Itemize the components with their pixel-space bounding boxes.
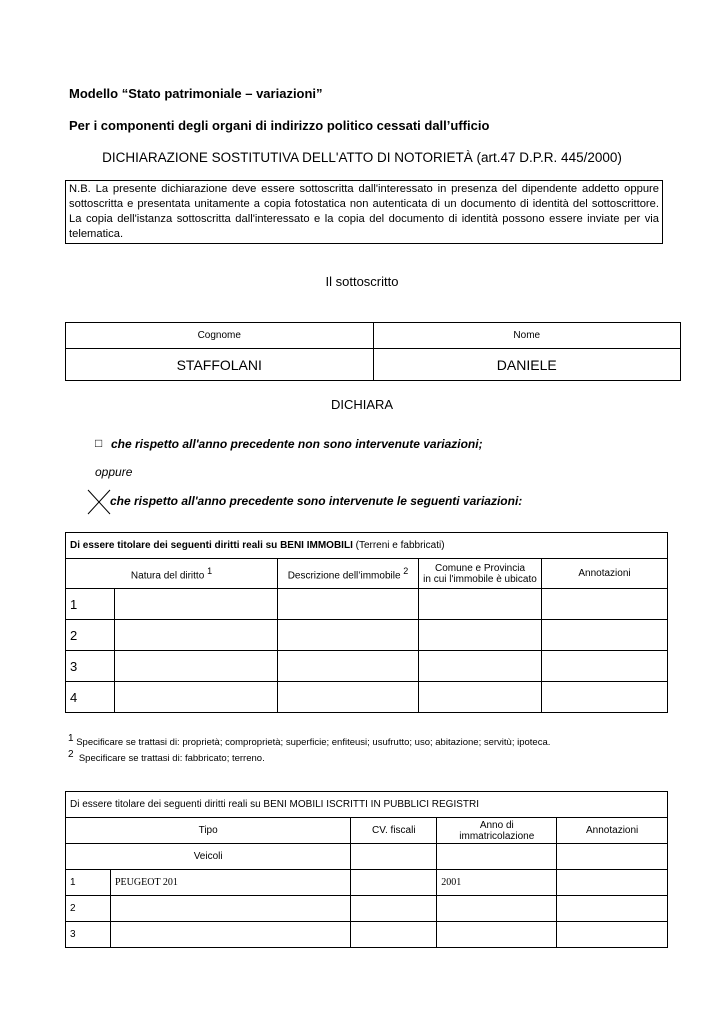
table-row: 2 [66, 620, 668, 651]
col-hp-header: CV. fiscali [351, 818, 437, 844]
option2-checkbox-cross-icon[interactable] [86, 488, 112, 516]
option2-text: che rispetto all'anno precedente sono intervenute le seguenti variazioni: [110, 494, 523, 508]
option1-checkbox[interactable]: □ [95, 436, 103, 450]
table-row: 4 [66, 682, 668, 713]
subtitle: Per i componenti degli organi di indirizzo politico cessati dall’ufficio [69, 118, 490, 133]
signatory-table [65, 322, 681, 381]
col-year-header: Anno di immatricolazione [437, 818, 557, 844]
declares-label: DICHIARA [330, 397, 394, 412]
movables-table [65, 791, 668, 948]
col-type-header: Tipo [66, 818, 351, 844]
col-nature-header: Natura del diritto $^1$ [66, 559, 278, 589]
option1-text: che rispetto all'anno precedente non sono intervenute variazioni; [111, 437, 483, 451]
footnote-2: $^2$ Specificare se trattasi di: fabbricato; terreno. [68, 749, 265, 765]
declaration-title: DICHIARAZIONE SOSTITUTIVA DELL'ATTO DI NOTORIETÀ (art.47 D.P.R. 445/2000) [102, 150, 622, 165]
table-row: 1 [66, 589, 668, 620]
table-row: 3 [66, 922, 668, 948]
surname-header: Cognome [66, 323, 374, 349]
surname-value: STAFFOLANI [66, 349, 374, 381]
footnote-1: $^1$ Specificare se trattasi di: proprietà; comproprietà; superficie; enfiteusi; usufrutto; uso; abitazione; servitù; ipoteca. [68, 733, 551, 749]
signatory-label: Il sottoscritto [325, 274, 399, 289]
col-notes-header: Annotazioni [542, 559, 668, 589]
name-header: Nome [373, 323, 681, 349]
real-estate-table [65, 532, 668, 713]
col-notes-header: Annotazioni [557, 818, 668, 844]
model-title: Modello “Stato patrimoniale – variazioni” [69, 86, 323, 101]
vehicles-subheader: Veicoli [66, 844, 351, 870]
note-box: N.B. La presente dichiarazione deve essere sottoscritta dall'interessato in presenza del dipendente addetto oppure sottoscritta e presentata unitamente a copia fotostatica non autenticata di un documento di identità del sottoscrittore. La copia dell'istanza sottoscritta dall'interessato e la copia del documento di identità possono essere inviate per via telematica. [65, 180, 663, 244]
movables-title: Di essere titolare dei seguenti diritti reali su BENI MOBILI ISCRITTI IN PUBBLICI REGISTRI [66, 792, 668, 818]
table-row: 2 [66, 896, 668, 922]
table-row: 1 PEUGEOT 201 2001 [66, 870, 668, 896]
col-description-header: Descrizione dell’immobile $^2$ [278, 559, 419, 589]
table-row: 3 [66, 651, 668, 682]
name-value: DANIELE [373, 349, 681, 381]
real-estate-title: Di essere titolare dei seguenti diritti reali su BENI IMMOBILI (Terreni e fabbricati) [66, 533, 668, 559]
or-label: oppure [95, 465, 133, 479]
col-location-header: Comune e Provincia in cui l'immobile è ubicato [419, 559, 542, 589]
